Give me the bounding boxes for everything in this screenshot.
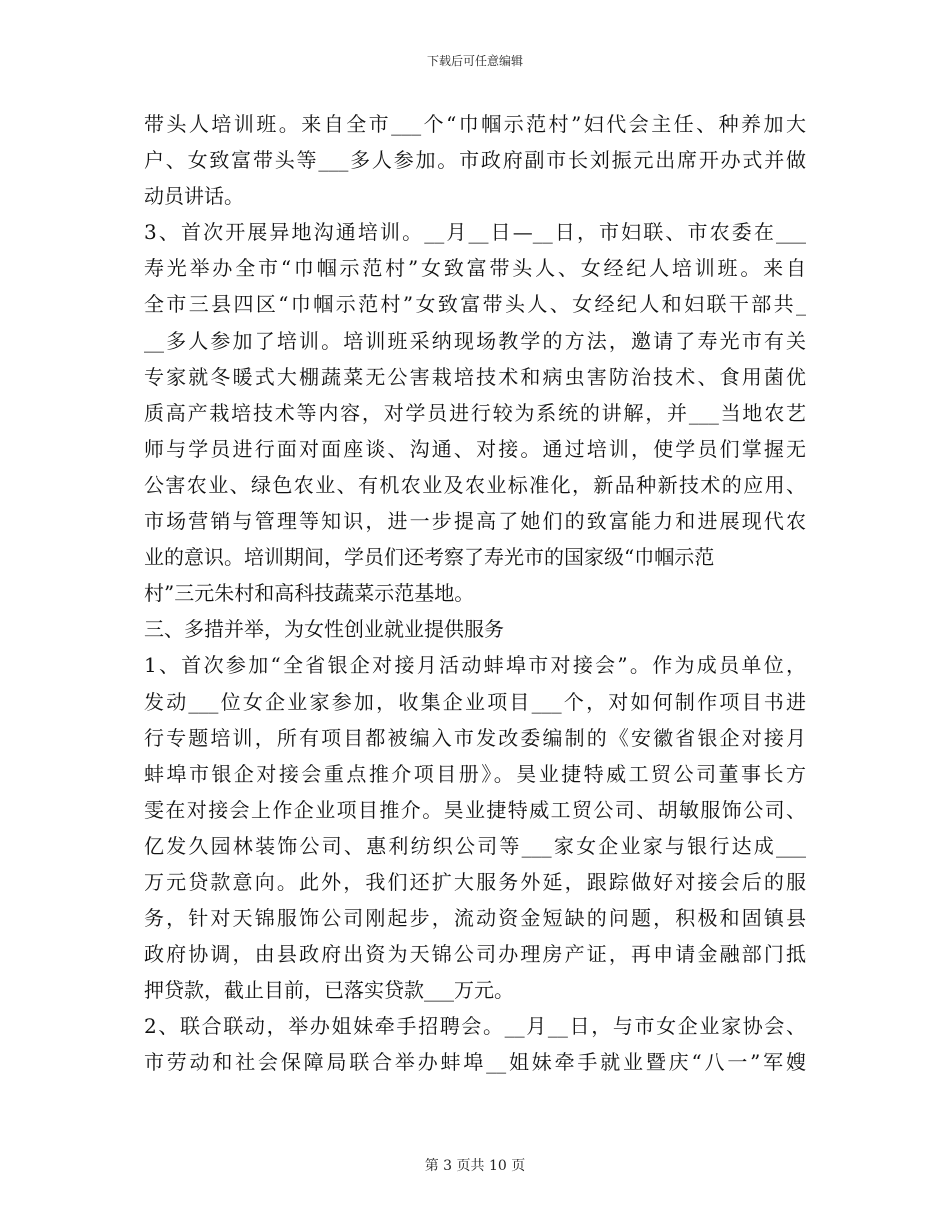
body-line: 村”三元朱村和高科技蔬菜示范基地。 <box>144 581 475 606</box>
body-line: 务，针对天锦服饰公司刚起步，流动资金短缺的问题，积极和固镇县 <box>144 906 806 931</box>
body-line: 行专题培训，所有项目都被编入市发改委编制的《安徽省银企对接月 <box>144 725 806 750</box>
body-line: 业的意识。培训期间，学员们还考察了寿光市的国家级“巾帼示范 <box>144 545 715 570</box>
body-line: 市劳动和社会保障局联合举办蚌埠__姐妹牵手就业暨庆“八一”军嫂 <box>144 1050 806 1075</box>
body-line: __多人参加了培训。培训班采纳现场教学的方法，邀请了寿光市有关 <box>144 328 806 353</box>
body-line: 3、首次开展异地沟通培训。__月__日—__日，市妇联、市农委在___ <box>144 220 806 245</box>
body-line: 动员讲话。 <box>144 184 244 209</box>
body-line: 全市三县四区“巾帼示范村”女致富带头人、女经纪人和妇联干部共_ <box>144 292 806 317</box>
body-line: 雯在对接会上作企业项目推介。昊业捷特威工贸公司、胡敏服饰公司、 <box>144 797 806 822</box>
document-body <box>144 106 806 1081</box>
body-line: 押贷款，截止目前，已落实贷款___万元。 <box>144 978 514 1003</box>
body-line: 户、女致富带头等___多人参加。市政府副市长刘振元出席开办式并做 <box>144 148 806 173</box>
body-line: 寿光举办全市“巾帼示范村”女致富带头人、女经纪人培训班。来自 <box>144 256 806 281</box>
body-line: 质高产栽培技术等内容，对学员进行较为系统的讲解，并___当地农艺 <box>144 400 806 425</box>
section-heading: 三、多措并举，为女性创业就业提供服务 <box>144 617 504 642</box>
body-line: 师与学员进行面对面座谈、沟通、对接。通过培训，使学员们掌握无 <box>144 436 806 461</box>
page-number-footer: 第 3 页共 10 页 <box>424 1158 526 1174</box>
body-line: 亿发久园林装饰公司、惠利纺织公司等___家女企业家与银行达成___ <box>144 833 806 858</box>
body-line: 发动___位女企业家参加，收集企业项目___个，对如何制作项目书进 <box>144 689 806 714</box>
body-line: 公害农业、绿色农业、有机农业及农业标准化，新品种新技术的应用、 <box>144 472 806 497</box>
page-header-note: 下载后可任意编辑 <box>426 54 523 68</box>
body-line: 政府协调，由县政府出资为天锦公司办理房产证，再申请金融部门抵 <box>144 942 806 967</box>
body-line: 市场营销与管理等知识，进一步提高了她们的致富能力和进展现代农 <box>144 509 806 534</box>
body-line: 专家就冬暖式大棚蔬菜无公害栽培技术和病虫害防治技术、食用菌优 <box>144 364 806 389</box>
body-line: 带头人培训班。来自全市___个“巾帼示范村”妇代会主任、种养加大 <box>144 112 806 136</box>
body-line: 2、联合联动，举办姐妹牵手招聘会。__月__日，与市女企业家协会、 <box>144 1014 806 1039</box>
body-line: 万元贷款意向。此外，我们还扩大服务外延，跟踪做好对接会后的服 <box>144 869 806 894</box>
body-line: 1、首次参加“全省银企对接月活动蚌埠市对接会”。作为成员单位， <box>144 653 806 678</box>
body-line: 蚌埠市银企对接会重点推介项目册》。昊业捷特威工贸公司董事长方 <box>144 761 806 786</box>
